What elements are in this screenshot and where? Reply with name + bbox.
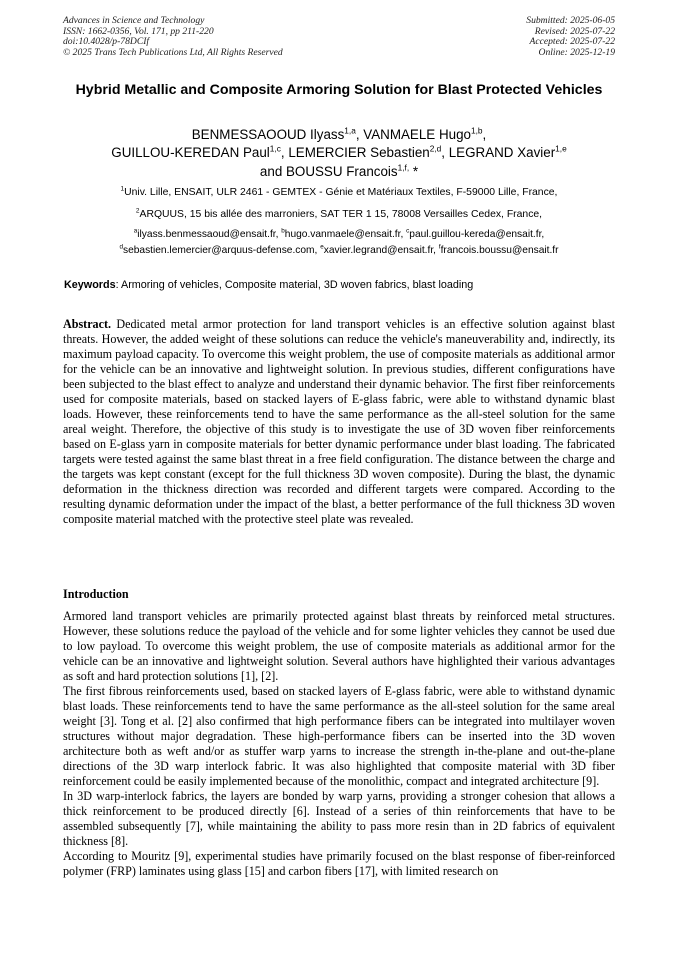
- abstract: [63, 317, 615, 527]
- keywords-text: : Armoring of vehicles, Composite material, 3D woven fabrics, blast loading: [115, 279, 474, 291]
- paragraph: In 3D warp-interlock fabrics, the layers are bonded by warp yarns, providing a stronger cohesion that allows a thick reinforcement to be produced directly [6]. Instead of a series of thin reinforcements that have to be assembled subsequently [7], while maintaining the ability to pass more resin than in 2D fabrics of equivalent thickness [8].: [63, 789, 615, 848]
- email[interactable]: $^b$hugo.vanmaele@ensait.fr,: [281, 227, 407, 240]
- keywords: [64, 279, 616, 292]
- affiliation-2: $^2$ARQUUS, 15 bis allée des marroniers, SAT TER 1 15, 78008 Versailles Cedex, France,: [135, 207, 543, 220]
- journal-doi: doi:10.4028/p-78DCIf: [63, 36, 150, 48]
- author-list: [50, 126, 628, 181]
- paper-title: Hybrid Metallic and Composite Armoring Solution for Blast Protected Vehicles: [75, 82, 603, 98]
- affiliation-1: $^1$Univ. Lille, ENSAIT, ULR 2461 - GEMTEX - Génie et Matériaux Textiles, F-59000 Lille, France,: [120, 185, 558, 198]
- submission-dates: [526, 16, 615, 58]
- date-revised: Revised: 2025-07-22: [534, 25, 615, 37]
- paragraph: The first fibrous reinforcements used, based on stacked layers of E-glass fabric, were able to withstand dynamic blast loads. These reinforcements tend to have the same performance as the all-steel solution for the same areal weight [3]. Tong et al. [2] also confirmed that high performance fibers can be integrated into multilayer woven structures without major degradation. These high-performance fibers can be inserted into the 3D woven architecture both as weft and/or as stuffer warp yarns to increase the strength in-the-plane and out-the-plane directions of the 3D warp interlock fabric. It was also highlighted that composite material with 3D fiber reinforcement could be easily implemented because of the monolithic, compact and integrated architecture [9].: [63, 684, 615, 788]
- email[interactable]: $^f$francois.boussu@ensait.fr: [438, 243, 559, 256]
- email[interactable]: $^c$paul.guillou-kereda@ensait.fr,: [406, 227, 545, 240]
- introduction-body: [63, 609, 615, 879]
- paragraph: According to Mouritz [9], experimental studies have primarily focused on the blast response of fiber-reinforced polymer (FRP) laminates using glass [15] and carbon fibers [17], with limited research on: [63, 849, 615, 878]
- paragraph: Armored land transport vehicles are primarily protected against blast threats by reinforced metal structures. However, these solutions reduce the payload of the vehicle and for some lighter vehicles they cannot be used due to low payload. To overcome this weight problem, the use of composite materials as additional armor for the vehicle can be an innovative and lightweight solution. Several authors have highlighted their various advantages as soft and hard protection solutions [1], [2].: [63, 609, 615, 683]
- journal-info: [63, 16, 283, 58]
- journal-issn: ISSN: 1662-0356, Vol. 171, pp 211-220: [63, 25, 214, 37]
- author: GUILLOU-KEREDAN Paul$^{1,c}$,: [111, 143, 289, 161]
- abstract-label: Abstract.: [63, 317, 112, 331]
- author: BENMESSAOOUD Ilyass$^{1,a}$,: [191, 125, 364, 142]
- section-heading-introduction: Introduction: [63, 587, 129, 601]
- date-accepted: Accepted: 2025-07-22: [529, 36, 615, 48]
- author: LEGRAND Xavier$^{1,e}$: [448, 143, 567, 161]
- author: VANMAELE Hugo$^{1,b}$,: [363, 125, 487, 142]
- author: and BOUSSU Francois$^{1,f,}$ *: [259, 162, 419, 179]
- date-online: Online: 2025-12-19: [538, 46, 615, 58]
- email[interactable]: $^e$xavier.legrand@ensait.fr,: [320, 243, 439, 256]
- email[interactable]: $^d$sebastien.lemercier@arquus-defense.com,: [119, 243, 321, 256]
- email[interactable]: $^a$ilyass.benmessaoud@ensait.fr,: [133, 227, 282, 240]
- email-list: [40, 227, 638, 258]
- journal-copyright: © 2025 Trans Tech Publications Ltd, All Rights Reserved: [63, 46, 283, 58]
- author: LEMERCIER Sebastien$^{2,d}$,: [288, 143, 449, 161]
- abstract-text: Dedicated metal armor protection for land transport vehicles is an effective solution against blast threats. However, the added weight of these solutions can reduce the vehicle's maneuverability and, indirectly, its maximum payload capacity. To overcome this weight problem, the use of composite materials as additional armor for the vehicle can be an innovative and lightweight solution. In previous studies, different configurations have been subjected to the blast effect to analyze and understand their dynamic behavior. The first fiber reinforcements used for composite materials, based on stacked layers of E-glass fabric, were able to withstand dynamic blast loads. However, these reinforcements tend to have the same performance as the all-steel solution for the same areal weight. Therefore, the objective of this study is to investigate the use of 3D woven fiber reinforcements based on E-glass yarn in composite materials for better dynamic performance under blast loading. The fabricated targets were tested against the same blast threat in a free field configuration. The distance between the charge and the targets was kept constant (except for the full thickness 3D woven composite). During the blast, the dynamic deformation in the thickness direction was recorded and different targets were compared. According to the resulting dynamic deformation under the impact of the blast, a better performance of the full thickness 3D woven composite material matched with the protective steel plate was revealed.: [63, 317, 615, 526]
- keywords-label: Keywords: [64, 279, 116, 291]
- date-submitted: Submitted: 2025-06-05: [526, 15, 615, 26]
- journal-name: Advances in Science and Technology: [63, 15, 205, 26]
